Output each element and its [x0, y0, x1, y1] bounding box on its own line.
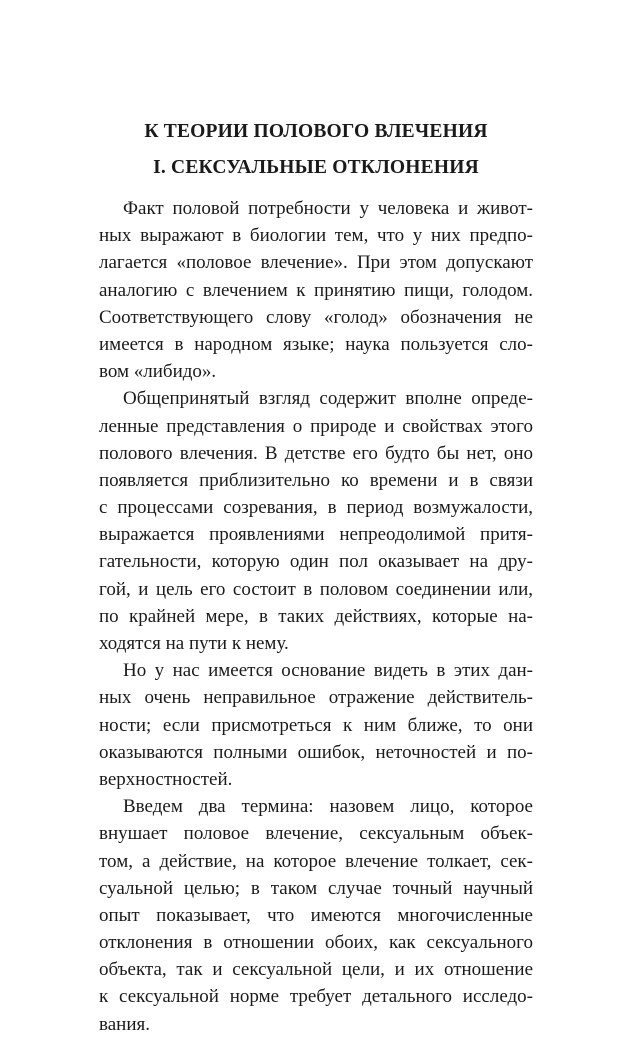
paragraph	[99, 657, 533, 793]
text-line: внушает половое влечение, сексуальным объек-	[99, 823, 533, 845]
text-line: гательности, которую один пол оказывает на дру-	[99, 551, 533, 573]
text-line: появляется приблизительно ко времени и в связи	[99, 469, 533, 491]
text-line: Общепринятый взгляд содержит вполне опреде-	[123, 388, 533, 410]
text-line: опыт показывает, что имеются многочисленные	[99, 904, 533, 926]
text-line: полового влечения. В детстве его будто бы нет, оно	[99, 442, 533, 464]
paragraph	[99, 793, 533, 1038]
text-line: лагается «половое влечение». При этом допускают	[99, 252, 533, 274]
text-line: оказываются полными ошибок, неточностей и по-	[99, 741, 533, 763]
text-line: суальной целью; в таком случае точный научный	[99, 877, 533, 899]
paragraph	[99, 195, 533, 385]
text-line: том, а действие, на которое влечение толкает, сек-	[99, 850, 533, 872]
text-line: гой, и цель его состоит в половом соединении или,	[99, 578, 533, 600]
text-line: ленные представления о природе и свойствах этого	[99, 415, 533, 437]
chapter-title: К ТЕОРИИ ПОЛОВОГО ВЛЕЧЕНИЯ	[144, 121, 488, 142]
text-line: имеется в народном языке; наука пользуется сло-	[99, 333, 533, 355]
text-line: объекта, так и сексуальной цели, и их отношение	[99, 959, 533, 981]
body-text	[99, 195, 533, 1038]
text-line: выражается проявлениями непреодолимой притя-	[99, 524, 533, 546]
text-line: Соответствующего слову «голод» обозначения не	[99, 306, 533, 328]
book-page	[99, 118, 533, 1038]
text-line: отклонения в отношении обоих, как сексуального	[99, 932, 533, 954]
text-line: Но у нас имеется основание видеть в этих дан-	[123, 660, 533, 682]
text-line: верхностностей.	[99, 768, 233, 790]
text-line: с процессами созревания, в период возмужалости,	[99, 497, 533, 519]
text-line: к сексуальной норме требует детального исследо-	[99, 986, 533, 1008]
text-line: ных очень неправильное отражение действитель-	[99, 687, 533, 709]
text-line: ных выражают в биологии тем, что у них предпо-	[99, 225, 533, 247]
text-line: вания.	[99, 1013, 150, 1035]
text-line: ности; если присмотреться к ним ближе, то они	[99, 714, 533, 736]
text-line: аналогию с влечением к принятию пищи, голодом.	[99, 279, 533, 301]
text-line: ходятся на пути к нему.	[99, 633, 289, 654]
text-line: вом «либидо».	[99, 361, 217, 383]
text-line: по крайней мере, в таких действиях, которые на-	[99, 605, 533, 627]
paragraph	[99, 385, 533, 657]
text-line: Введем два термина: назовем лицо, которое	[123, 796, 533, 818]
section-title: I. СЕКСУАЛЬНЫЕ ОТКЛОНЕНИЯ	[153, 157, 479, 178]
text-line: Факт половой потребности у человека и живот-	[123, 198, 533, 219]
